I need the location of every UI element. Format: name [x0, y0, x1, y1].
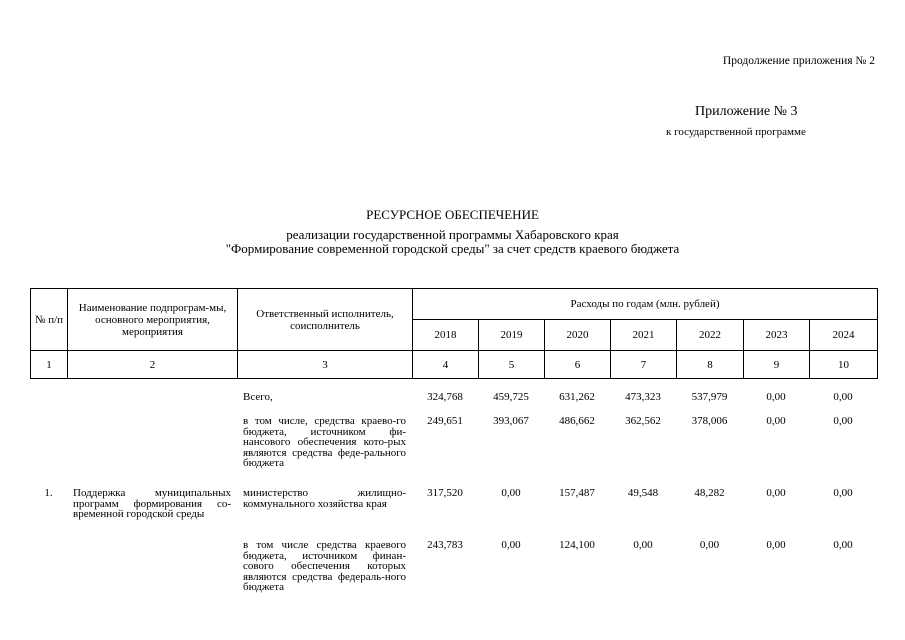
row-index — [30, 385, 67, 409]
column-number: 8 — [677, 351, 744, 379]
row-value: 631,262 — [559, 391, 595, 403]
continuation-note: Продолжение приложения № 2 — [722, 55, 875, 67]
appendix-subtitle: к государственной программе — [666, 126, 806, 138]
row-value: 0,00 — [633, 539, 653, 551]
row-value: 362,562 — [625, 415, 661, 427]
row-index — [30, 409, 67, 481]
table-row — [30, 385, 877, 409]
column-number: 3 — [238, 351, 413, 379]
row-value: 317,520 — [427, 487, 463, 499]
row-value: 0,00 — [501, 539, 521, 551]
row-value: 243,783 — [427, 539, 463, 551]
resource-table-header — [30, 288, 878, 379]
header-year: 2024 — [810, 320, 878, 351]
column-number: 7 — [611, 351, 677, 379]
row-value: 124,100 — [559, 539, 595, 551]
header-col-name: Наименование подпрограм-мы, основного мероприятия, мероприятия — [68, 289, 238, 351]
document-subtitle-line1: реализации государственной программы Хабаровского края — [286, 227, 619, 242]
header-year: 2022 — [677, 320, 744, 351]
row-index: 1. — [44, 487, 53, 499]
header-year: 2023 — [744, 320, 810, 351]
row-value: 0,00 — [501, 487, 521, 499]
row-value: 49,548 — [627, 487, 659, 499]
document-title: РЕСУРСНОЕ ОБЕСПЕЧЕНИЕ — [366, 207, 539, 222]
row-value: 378,006 — [691, 415, 728, 427]
row-value: 48,282 — [694, 487, 725, 499]
row-value: 537,979 — [691, 391, 728, 403]
row-name — [67, 385, 237, 409]
row-value: 0,00 — [833, 391, 853, 403]
document-subtitle-line2: "Формирование современной городской среды" за счет средств краевого бюджета — [225, 241, 680, 256]
column-number: 1 — [31, 351, 68, 379]
row-value: 0,00 — [833, 539, 853, 551]
row-name — [67, 409, 237, 481]
row-value: 0,00 — [833, 415, 853, 427]
row-index — [30, 533, 67, 593]
row-value: 473,323 — [625, 391, 661, 403]
row-value: 0,00 — [766, 539, 786, 551]
row-value: 0,00 — [766, 391, 786, 403]
table-row — [30, 533, 877, 593]
row-value: 0,00 — [766, 487, 786, 499]
column-number: 2 — [68, 351, 238, 379]
header-col-expenses: Расходы по годам (млн. рублей) — [413, 289, 878, 320]
row-responsible: Всего, — [243, 391, 273, 403]
table-row — [30, 481, 877, 533]
row-responsible: в том числе, средства краево-го бюджета, источником фи-нансового обеспечения кото-рых являются средства феде-рального бюджета — [243, 415, 406, 469]
resource-table-body — [30, 385, 877, 593]
row-value: 459,725 — [493, 391, 529, 403]
appendix-title: Приложение № 3 — [695, 104, 798, 119]
row-value: 0,00 — [699, 539, 720, 551]
table-row — [30, 409, 877, 481]
header-year: 2018 — [413, 320, 479, 351]
column-number: 6 — [545, 351, 611, 379]
column-number: 9 — [744, 351, 810, 379]
row-value: 0,00 — [766, 415, 786, 427]
row-name: Поддержка муниципальных программ формирования со-временной городской среды — [73, 487, 231, 520]
header-col-responsible: Ответственный исполнитель, соисполнитель — [238, 289, 413, 351]
row-value: 393,067 — [493, 415, 529, 427]
row-value: 486,662 — [559, 415, 595, 427]
header-year: 2020 — [545, 320, 611, 351]
row-responsible: в том числе средства краевого бюджета, источником финан-сового обеспечения которых являются средства федераль-ного бюджета — [243, 539, 406, 593]
column-number: 10 — [810, 351, 878, 379]
header-year: 2021 — [611, 320, 677, 351]
header-year: 2019 — [479, 320, 545, 351]
row-responsible: министерство жилищно-коммунального хозяйства края — [243, 487, 406, 510]
header-col-num: № п/п — [31, 289, 68, 351]
row-value: 157,487 — [559, 487, 595, 499]
row-value: 324,768 — [427, 391, 463, 403]
column-number: 5 — [479, 351, 545, 379]
row-value: 249,651 — [427, 415, 463, 427]
row-name — [67, 533, 237, 593]
column-number: 4 — [413, 351, 479, 379]
row-value: 0,00 — [833, 487, 853, 499]
